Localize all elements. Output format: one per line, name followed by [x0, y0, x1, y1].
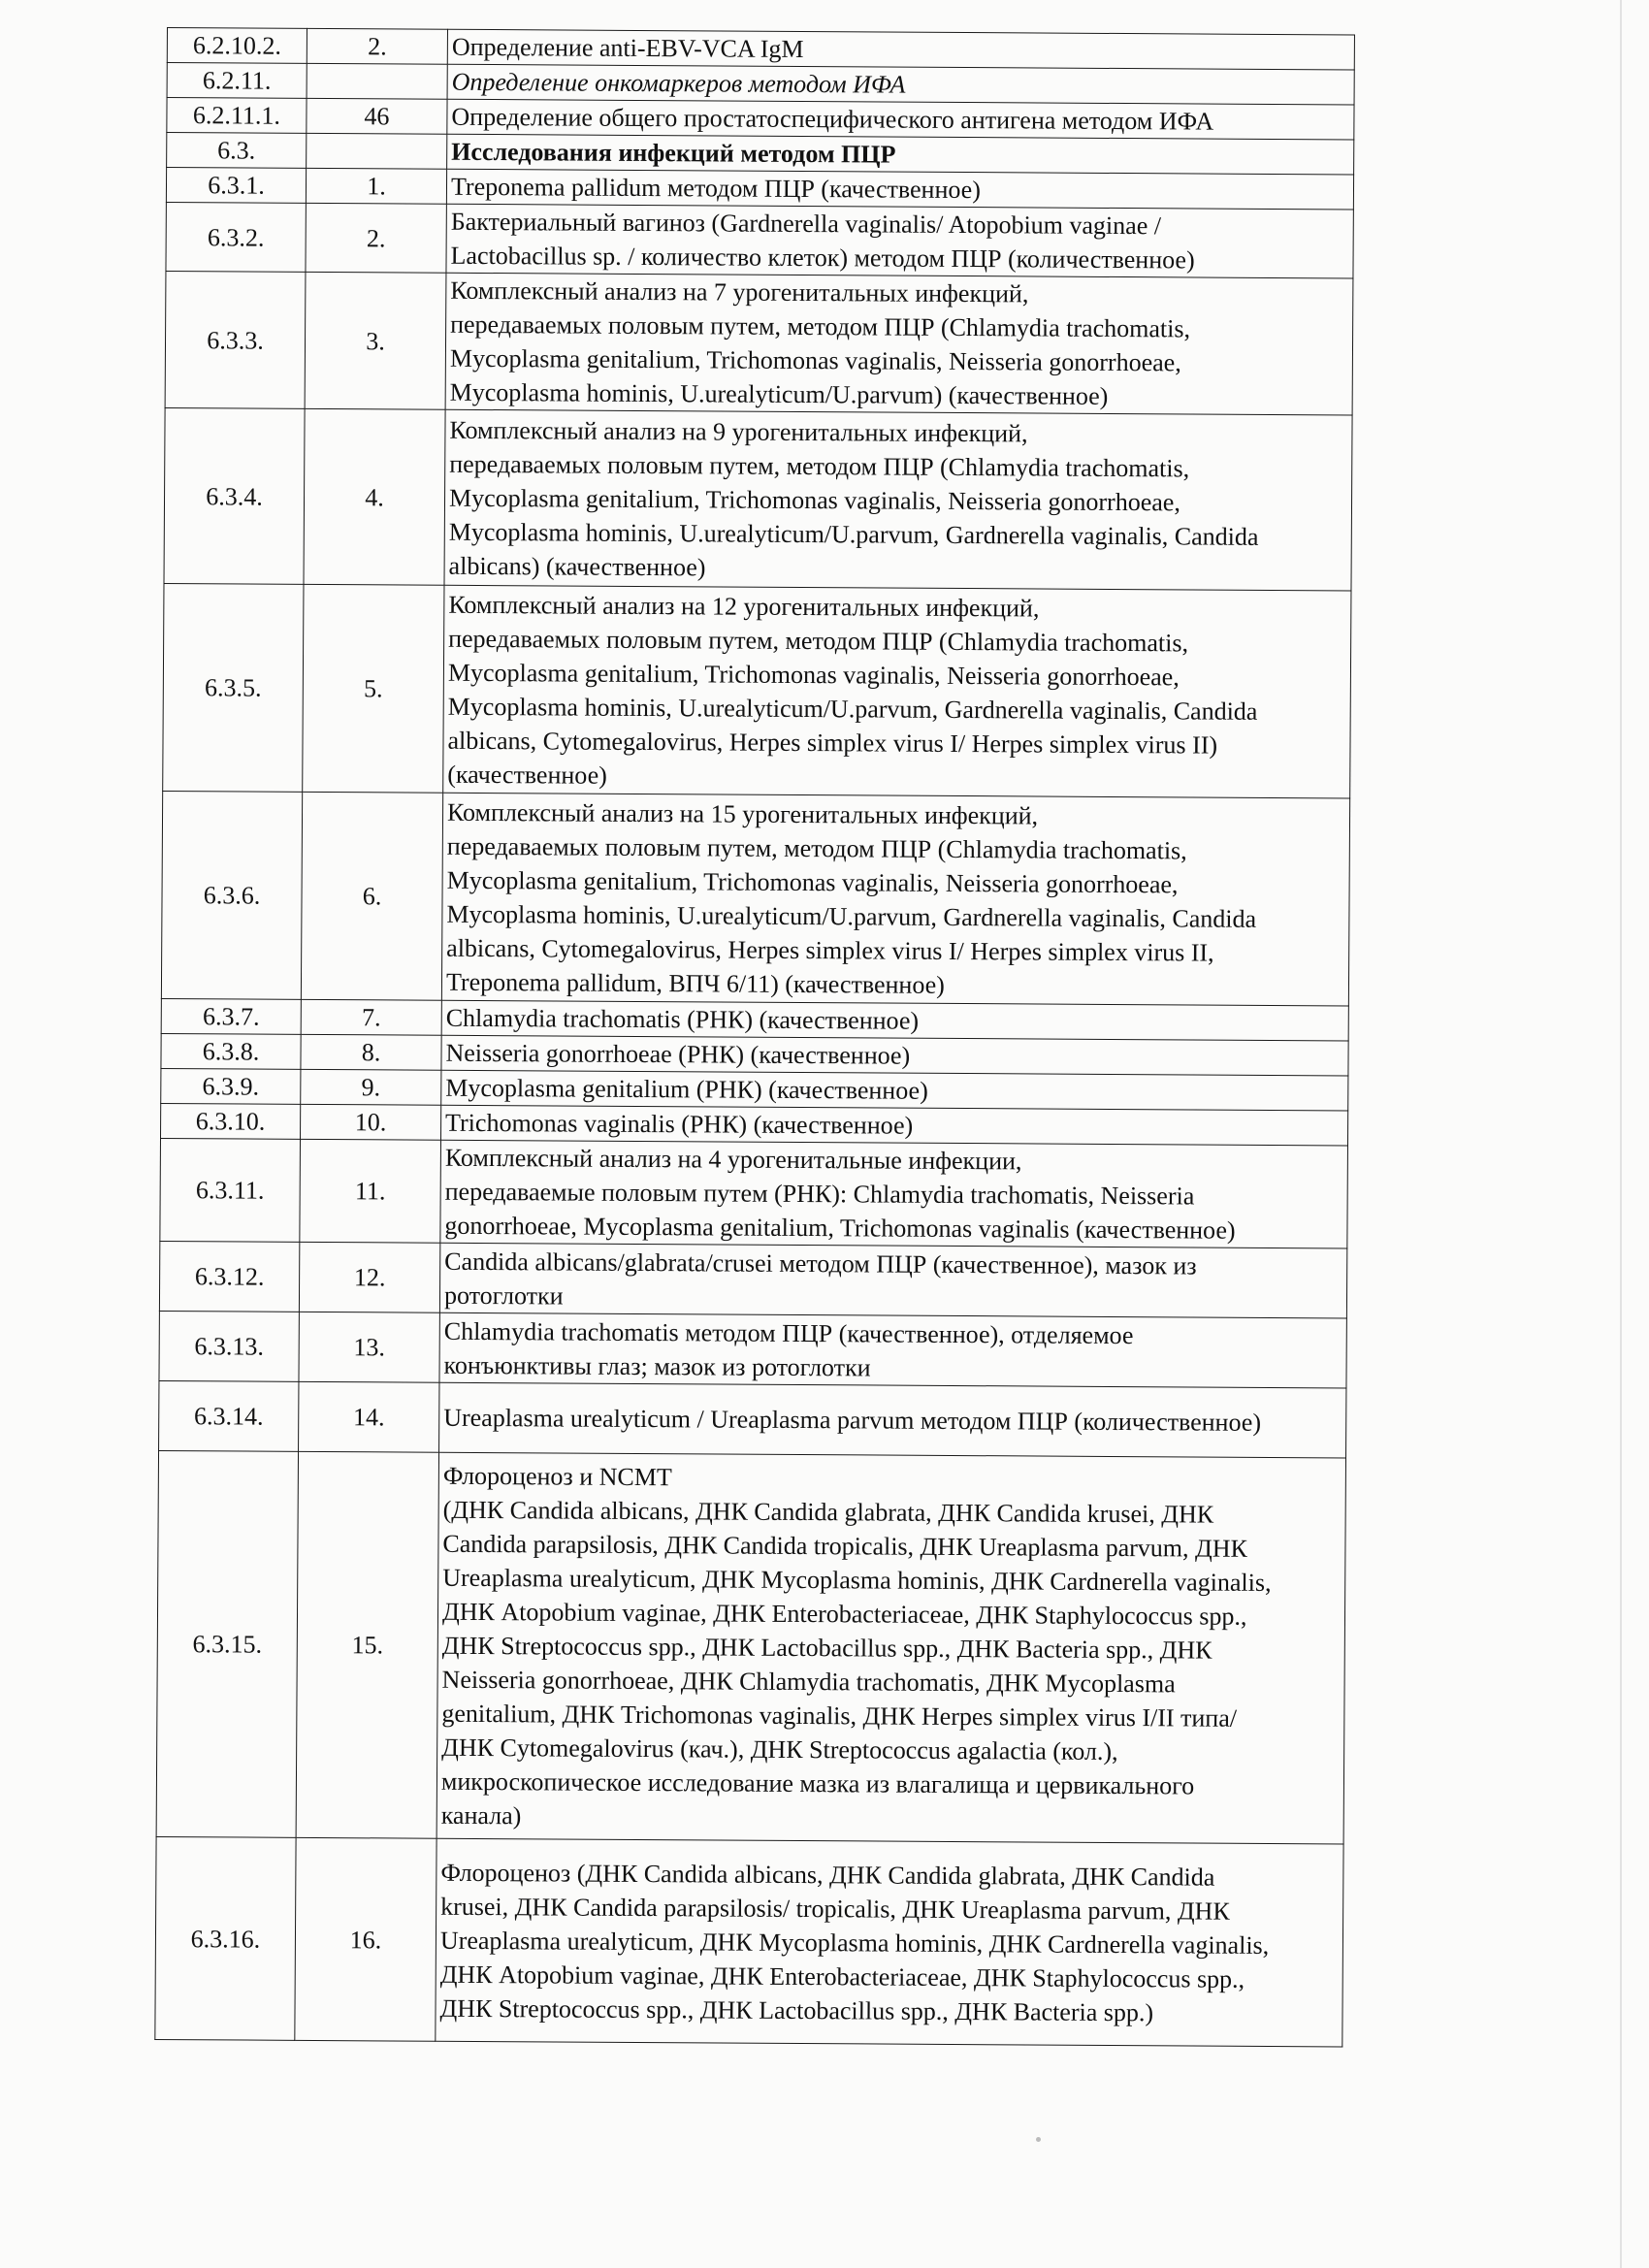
row-code-cell: 6.3.2.: [166, 202, 306, 272]
description-line: передаваемых половым путем, методом ПЦР (Chlamydia trachomatis,: [449, 449, 1190, 482]
description-line: albicans) (качественное): [448, 551, 706, 581]
description-line: Trichomonas vaginalis (РНК) (качественное): [445, 1108, 914, 1140]
table-row: [161, 791, 1349, 1005]
row-description-cell: [444, 409, 1352, 591]
description-line: Treponema pallidum методом ПЦР (качественное): [450, 172, 982, 205]
description-line: Mycoplasma genitalium, Trichomonas vaginalis, Neisseria gonorrhoeae,: [449, 343, 1181, 377]
description-line: Lactobacillus sp. / количество клеток) методом ПЦР (количественное): [450, 241, 1195, 275]
description-line: gonorrhoeae, Mycoplasma genitalium, Trichomonas vaginalis (качественное): [444, 1211, 1236, 1245]
description-line: Определение онкомаркеров методом ИФА: [451, 67, 906, 99]
table-row: [160, 1138, 1348, 1247]
row-code-cell: 6.3.12.: [159, 1241, 299, 1312]
row-description-cell: [440, 1140, 1348, 1248]
row-description-cell: [440, 1105, 1347, 1146]
row-number-cell: 46: [307, 98, 447, 134]
row-number-cell: 6.: [301, 792, 442, 1000]
row-code-cell: 6.3.13.: [159, 1311, 299, 1381]
description-line: микроскопическое исследование мазка из влагалища и цервикального: [440, 1766, 1195, 1800]
description-line: ДНК Streptococcus spp., ДНК Lactobacillus spp., ДНК Bacteria spp.): [439, 1993, 1154, 2026]
table-row: [163, 583, 1351, 797]
description-line: ДНК Atopobium vaginae, ДНК Enterobacteriaceae, ДНК Staphylococcus spp.,: [441, 1597, 1247, 1631]
table-row: [159, 1380, 1346, 1457]
row-description-cell: [436, 1838, 1343, 2047]
table-row: [155, 1836, 1343, 2046]
description-line: Neisseria gonorrhoeae (РНК) (качественное): [445, 1038, 911, 1070]
description-line: канала): [440, 1800, 522, 1831]
scan-speck: [1036, 2137, 1041, 2142]
description-line: Mycoplasma genitalium (РНК) (качественное): [445, 1073, 928, 1105]
row-code-cell: 6.3.1.: [166, 168, 306, 204]
row-code-cell: 6.3.5.: [163, 583, 304, 792]
description-line: Бактериальный вагиноз (Gardnerella vaginalis/ Atopobium vaginae /: [450, 207, 1162, 241]
table-row: [156, 1450, 1345, 1843]
description-line: ДНК Streptococcus spp., ДНК Lactobacillus spp., ДНК Bacteria spp., ДНК: [441, 1631, 1212, 1665]
description-line: Mycoplasma hominis, U.urealyticum/U.parvum) (качественное): [449, 377, 1109, 410]
row-number-cell: 8.: [301, 1034, 441, 1070]
description-line: Treponema pallidum, ВПЧ 6/11) (качественное): [445, 967, 945, 999]
row-code-cell: 6.3.10.: [161, 1103, 301, 1139]
description-line: Исследования инфекций методом ПЦР: [451, 137, 896, 169]
row-number-cell: 2.: [306, 203, 446, 273]
row-code-cell: 6.3.4.: [164, 407, 305, 584]
description-line: Mycoplasma genitalium, Trichomonas vaginalis, Neisseria gonorrhoeae,: [447, 658, 1180, 691]
row-number-cell: 14.: [299, 1381, 439, 1452]
description-line: Комплексный анализ на 15 урогенитальных инфекций,: [446, 797, 1039, 830]
description-line: Mycoplasma hominis, U.urealyticum/U.parvum, Gardnerella vaginalis, Candida: [447, 692, 1258, 726]
description-line: Neisseria gonorrhoeae, ДНК Chlamydia trachomatis, ДНК Mycoplasma: [441, 1665, 1176, 1699]
description-line: krusei, ДНК Candida parapsilosis/ tropicalis, ДНК Ureaplasma parvum, ДНК: [440, 1892, 1230, 1926]
description-line: Ureaplasma urealyticum, ДНК Mycoplasma hominis, ДНК Cardnerella vaginalis,: [442, 1563, 1272, 1597]
description-line: Candida albicans/glabrata/crusei методом ПЦР (качественное), мазок из: [444, 1247, 1197, 1280]
row-description-cell: [439, 1382, 1346, 1458]
row-code-cell: 6.3.8.: [161, 1033, 301, 1069]
row-description-cell: [447, 134, 1354, 175]
description-line: Candida parapsilosis, ДНК Candida tropicalis, ДНК Ureaplasma parvum, ДНК: [442, 1529, 1247, 1563]
description-line: Комплексный анализ на 4 урогенитальные инфекции,: [444, 1143, 1022, 1176]
description-line: ДНК Cytomegalovirus (кач.), ДНК Streptococcus agalactia (кол.),: [441, 1733, 1118, 1766]
row-code-cell: 6.3.15.: [156, 1450, 298, 1837]
description-line: (качественное): [447, 760, 607, 790]
description-line: Определение общего простатоспецифического антигена методом ИФА: [451, 102, 1214, 136]
row-number-cell: 3.: [305, 272, 446, 409]
row-number-cell: 16.: [295, 1837, 436, 2041]
description-line: Chlamydia trachomatis методом ПЦР (качественное), отделяемое: [443, 1316, 1134, 1349]
row-number-cell: 2.: [307, 28, 447, 64]
table-row: [159, 1311, 1346, 1387]
description-line: Комплексный анализ на 9 урогенитальных инфекций,: [449, 415, 1028, 447]
table-row: [164, 407, 1352, 590]
row-description-cell: [446, 169, 1353, 210]
row-description-cell: [445, 273, 1353, 415]
row-description-cell: [447, 64, 1354, 105]
description-line: genitalium, ДНК Trichomonas vaginalis, ДНК Herpes simplex virus I/II типа/: [441, 1699, 1238, 1733]
row-code-cell: 6.3.6.: [161, 791, 302, 999]
description-line: Ureaplasma urealyticum, ДНК Mycoplasma hominis, ДНК Cardnerella vaginalis,: [439, 1926, 1270, 1960]
description-line: Chlamydia trachomatis (РНК) (качественное): [445, 1003, 920, 1035]
description-line: ДНК Atopobium vaginae, ДНК Enterobacteriaceae, ДНК Staphylococcus spp.,: [439, 1960, 1245, 1993]
row-code-cell: 6.2.11.1.: [167, 98, 307, 134]
description-line: (ДНК Candida albicans, ДНК Candida glabrata, ДНК Candida krusei, ДНК: [442, 1495, 1214, 1529]
row-code-cell: 6.3.7.: [161, 998, 301, 1034]
row-code-cell: 6.3.: [167, 133, 307, 169]
description-line: Ureaplasma urealyticum / Ureaplasma parvum методом ПЦР (количественное): [443, 1403, 1262, 1437]
row-description-cell: [446, 204, 1353, 278]
row-description-cell: [447, 29, 1354, 70]
row-number-cell: 15.: [296, 1451, 438, 1838]
row-code-cell: 6.3.14.: [159, 1380, 299, 1451]
row-description-cell: [439, 1312, 1346, 1388]
row-description-cell: [441, 1035, 1348, 1076]
row-description-cell: [441, 793, 1349, 1006]
row-code-cell: 6.3.3.: [165, 271, 306, 408]
row-number-cell: 13.: [299, 1312, 439, 1382]
row-description-cell: [443, 585, 1351, 798]
row-description-cell: [447, 99, 1354, 140]
row-code-cell: 6.2.10.2.: [167, 28, 307, 64]
description-line: Mycoplasma hominis, U.urealyticum/U.parvum, Gardnerella vaginalis, Candida: [448, 517, 1259, 551]
row-code-cell: 6.3.9.: [161, 1068, 301, 1104]
description-line: Mycoplasma genitalium, Trichomonas vaginalis, Neisseria gonorrhoeae,: [448, 483, 1180, 516]
row-number-cell: 1.: [306, 168, 446, 204]
row-number-cell: 7.: [301, 999, 441, 1035]
description-line: Определение anti-EBV-VCA IgM: [451, 32, 804, 64]
row-code-cell: 6.2.11.: [167, 63, 307, 99]
description-line: Комплексный анализ на 7 урогенитальных инфекций,: [450, 275, 1029, 308]
row-description-cell: [436, 1452, 1345, 1844]
row-code-cell: 6.3.11.: [160, 1138, 301, 1242]
description-line: ротоглотки: [443, 1280, 564, 1311]
description-line: передаваемых половым путем, методом ПЦР (Chlamydia trachomatis,: [450, 309, 1191, 343]
row-description-cell: [439, 1243, 1346, 1318]
description-line: передаваемых половым путем, методом ПЦР (Chlamydia trachomatis,: [448, 624, 1189, 657]
row-number-cell: [307, 133, 447, 169]
description-line: передаваемых половым путем, методом ПЦР (Chlamydia trachomatis,: [446, 831, 1187, 864]
description-line: конъюнктивы глаз; мазок из ротоглотки: [443, 1350, 871, 1381]
row-number-cell: 9.: [301, 1069, 441, 1105]
description-line: Комплексный анализ на 12 урогенитальных инфекций,: [448, 590, 1040, 623]
row-number-cell: 5.: [303, 584, 444, 793]
description-line: Mycoplasma hominis, U.urealyticum/U.parvum, Gardnerella vaginalis, Candida: [446, 899, 1257, 933]
table-row: [159, 1241, 1346, 1317]
row-description-cell: [441, 1070, 1348, 1111]
row-number-cell: 11.: [300, 1139, 441, 1243]
description-line: Mycoplasma genitalium, Trichomonas vaginalis, Neisseria gonorrhoeae,: [446, 865, 1179, 898]
scan-edge-shadow: [1620, 0, 1622, 2268]
services-table-body: [155, 28, 1355, 2047]
description-line: Флороценоз и NCMT: [442, 1461, 672, 1492]
row-number-cell: 12.: [299, 1242, 439, 1312]
table-row: [166, 202, 1353, 277]
row-number-cell: [307, 63, 447, 99]
description-line: передаваемые половым путем (РНК): Chlamydia trachomatis, Neisseria: [444, 1177, 1195, 1211]
description-line: albicans, Cytomegalovirus, Herpes simplex virus I/ Herpes simplex virus II,: [446, 933, 1214, 967]
row-code-cell: 6.3.16.: [155, 1836, 296, 2040]
description-line: Флороценоз (ДНК Candida albicans, ДНК Candida glabrata, ДНК Candida: [440, 1858, 1215, 1892]
row-number-cell: 4.: [304, 408, 445, 585]
table-row: [165, 271, 1353, 414]
row-description-cell: [441, 1000, 1348, 1041]
services-table: [154, 27, 1355, 2047]
row-number-cell: 10.: [300, 1104, 440, 1140]
description-line: albicans, Cytomegalovirus, Herpes simplex virus I/ Herpes simplex virus II): [447, 726, 1218, 760]
